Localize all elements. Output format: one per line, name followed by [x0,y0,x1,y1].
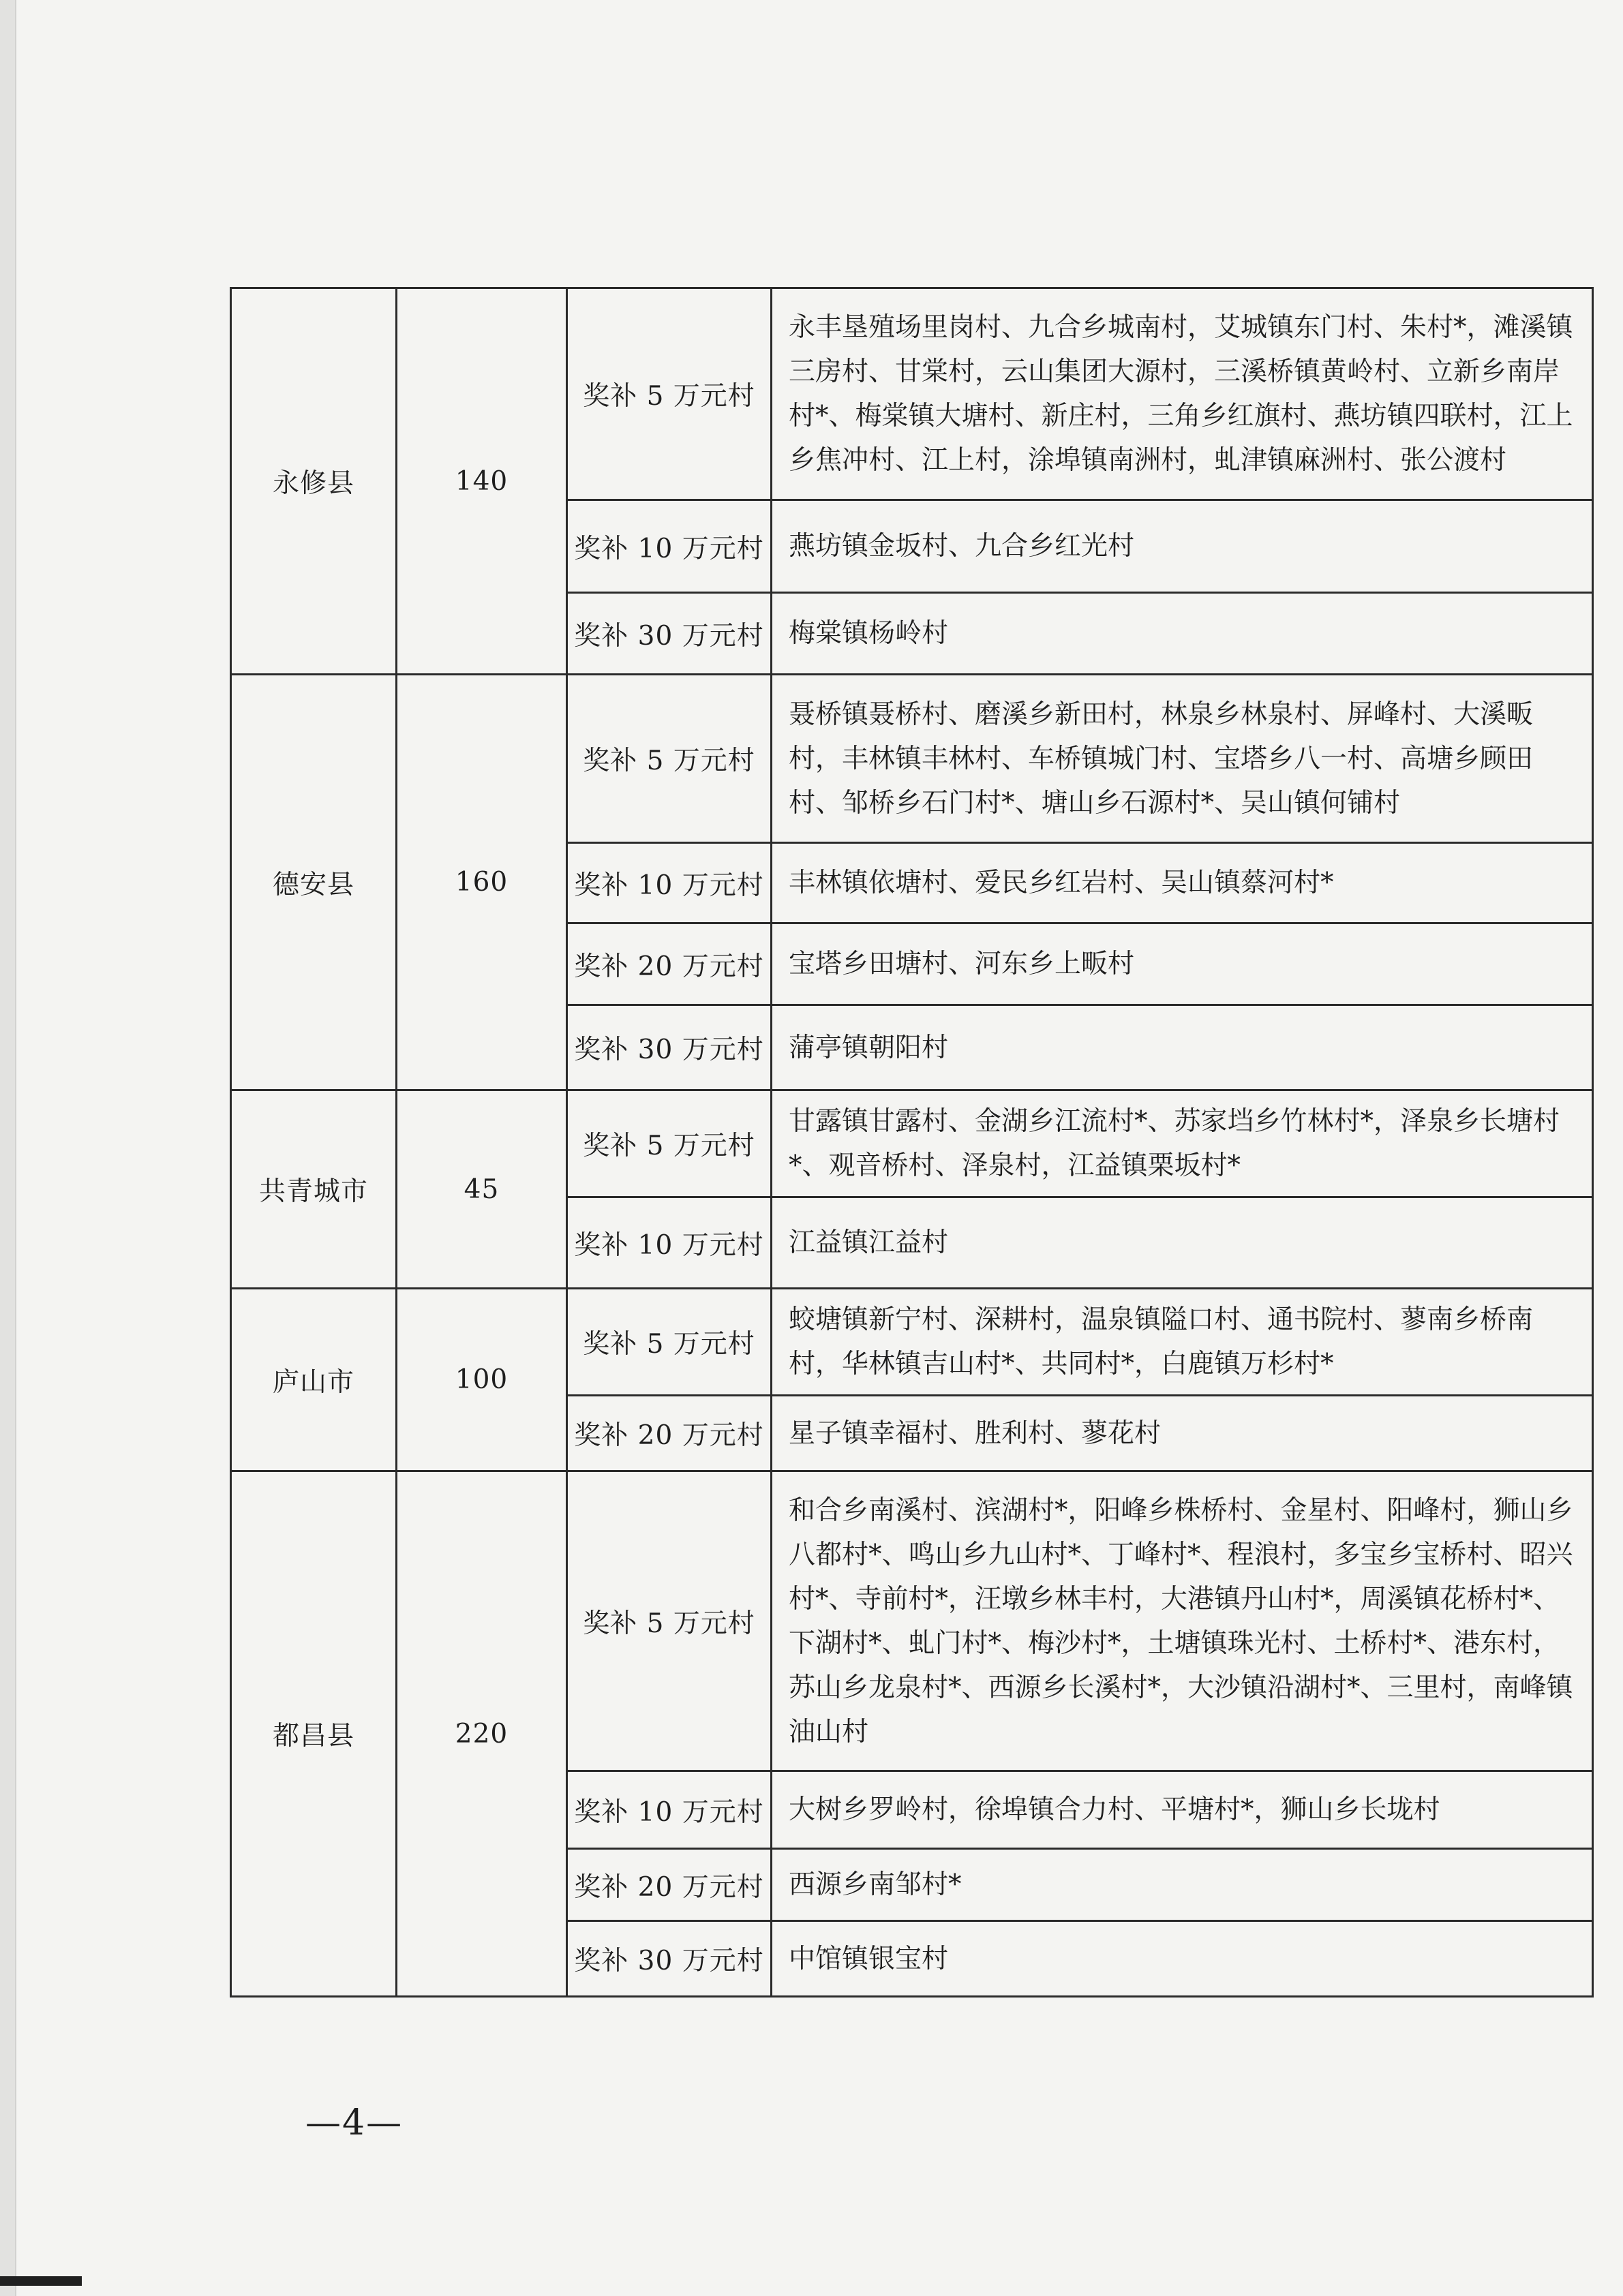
table-row [231,1289,1593,1396]
tier-level: 奖补 5 万元村 [567,675,772,843]
table-row [231,1471,1593,1771]
page-number: —4— [305,2102,404,2143]
village-list: 和合乡南溪村、滨湖村*，阳峰乡株桥村、金星村、阳峰村，狮山乡八都村*、鸣山乡九山村*、丁峰村*、程浪村，多宝乡宝桥村、昭兴村*、寺前村*，汪墩乡林丰村，大港镇丹山村*，周溪镇花桥村*、下湖村*、虬门村*、梅沙村*，土塘镇珠光村、土桥村*、港东村，苏山乡龙泉村*、西源乡长溪村*，大沙镇沿湖村*、三里村，南峰镇油山村 [772,1471,1593,1771]
village-list: 中馆镇银宝村 [772,1921,1593,1997]
tier-level: 奖补 5 万元村 [567,1289,772,1396]
county-name: 德安县 [231,675,397,1090]
tier-level: 奖补 5 万元村 [567,288,772,500]
tier-level: 奖补 20 万元村 [567,1396,772,1471]
village-list: 永丰垦殖场里岗村、九合乡城南村，艾城镇东门村、朱村*，滩溪镇三房村、甘棠村，云山集团大源村，三溪桥镇黄岭村、立新乡南岸村*、梅棠镇大塘村、新庄村，三角乡红旗村、燕坊镇四联村，江上乡焦冲村、江上村，涂埠镇南洲村，虬津镇麻洲村、张公渡村 [772,288,1593,500]
scan-left-edge [0,0,16,2296]
tier-level: 奖补 5 万元村 [567,1090,772,1197]
county-name: 共青城市 [231,1090,397,1289]
village-list: 燕坊镇金坂村、九合乡红光村 [772,500,1593,593]
village-list: 蛟塘镇新宁村、深耕村，温泉镇隘口村、通书院村、蓼南乡桥南村，华林镇吉山村*、共同村*，白鹿镇万杉村* [772,1289,1593,1396]
village-list: 甘露镇甘露村、金湖乡江流村*、苏家垱乡竹林村*，泽泉乡长塘村*、观音桥村、泽泉村，江益镇栗坂村* [772,1090,1593,1197]
tier-level: 奖补 30 万元村 [567,1921,772,1997]
table-row [231,288,1593,500]
village-list: 星子镇幸福村、胜利村、蓼花村 [772,1396,1593,1471]
village-list: 梅棠镇杨岭村 [772,593,1593,675]
village-list: 蒲亭镇朝阳村 [772,1005,1593,1090]
table-row [231,1090,1593,1197]
county-name: 庐山市 [231,1289,397,1471]
tier-level: 奖补 10 万元村 [567,1771,772,1849]
tier-level: 奖补 5 万元村 [567,1471,772,1771]
tier-level: 奖补 30 万元村 [567,1005,772,1090]
subsidy-table [230,287,1594,1997]
subsidy-amount: 45 [397,1090,567,1289]
village-list: 聂桥镇聂桥村、磨溪乡新田村，林泉乡林泉村、屏峰村、大溪畈村，丰林镇丰林村、车桥镇城门村、宝塔乡八一村、高塘乡顾田村、邹桥乡石门村*、塘山乡石源村*、吴山镇何铺村 [772,675,1593,843]
county-name: 都昌县 [231,1471,397,1997]
subsidy-table-container [230,287,1592,1997]
tier-level: 奖补 20 万元村 [567,923,772,1005]
village-list: 西源乡南邹村* [772,1849,1593,1921]
table-row [231,675,1593,843]
village-list: 宝塔乡田塘村、河东乡上畈村 [772,923,1593,1005]
village-list: 江益镇江益村 [772,1197,1593,1289]
tier-level: 奖补 10 万元村 [567,1197,772,1289]
subsidy-amount: 140 [397,288,567,675]
tier-level: 奖补 10 万元村 [567,843,772,923]
tier-level: 奖补 20 万元村 [567,1849,772,1921]
subsidy-amount: 100 [397,1289,567,1471]
tier-level: 奖补 30 万元村 [567,593,772,675]
village-list: 大树乡罗岭村，徐埠镇合力村、平塘村*，狮山乡长垅村 [772,1771,1593,1849]
county-name: 永修县 [231,288,397,675]
subsidy-amount: 160 [397,675,567,1090]
tier-level: 奖补 10 万元村 [567,500,772,593]
village-list: 丰林镇依塘村、爱民乡红岩村、吴山镇蔡河村* [772,843,1593,923]
scan-corner-mark [0,2276,82,2286]
subsidy-amount: 220 [397,1471,567,1997]
